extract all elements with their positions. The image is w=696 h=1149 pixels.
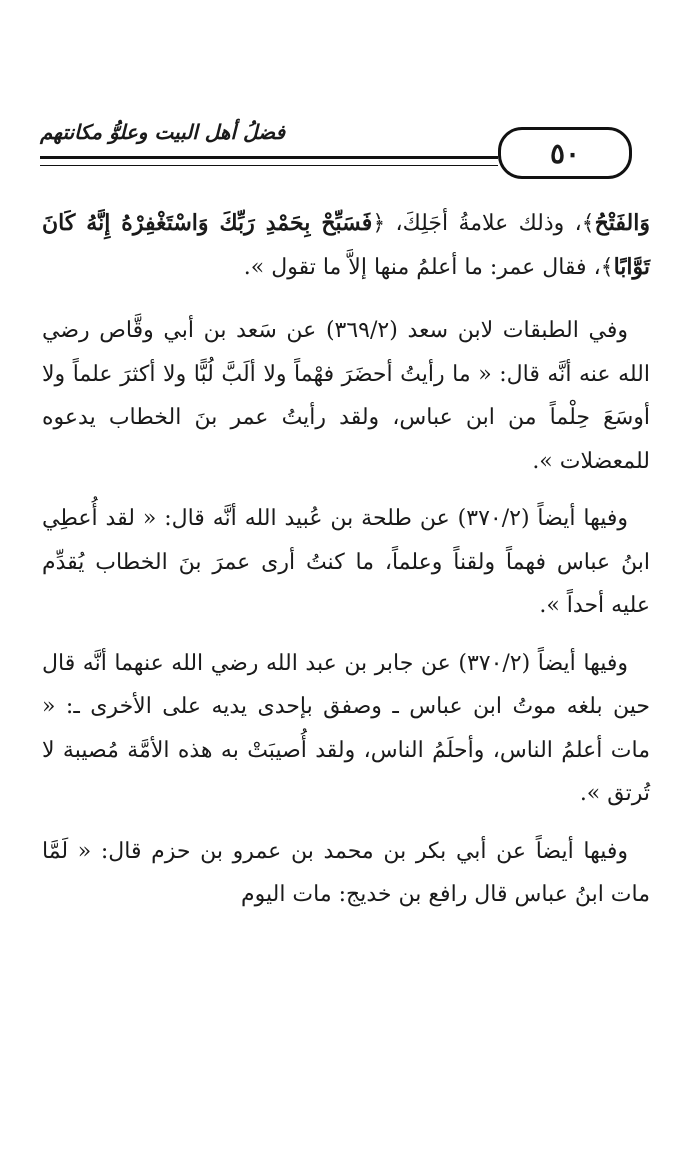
narration-text: ﴾، وذلك علامةُ أجَلِكَ، ﴿ xyxy=(372,211,595,236)
paragraph-2 xyxy=(42,309,650,483)
paragraph-1 xyxy=(42,202,650,289)
running-title: فضلُ أهل البيت وعلوُّ مكانتهم xyxy=(40,120,286,144)
page-number: ٥٠ xyxy=(549,136,581,170)
header-rule-thin xyxy=(40,165,498,166)
header-rule-thick xyxy=(40,156,498,159)
paragraph-3 xyxy=(42,497,650,628)
paragraph-4 xyxy=(42,642,650,816)
quran-verse-fragment: وَالفَتْحُ xyxy=(594,210,650,236)
paragraph-text: وفي الطبقات لابن سعد (٣٦٩/٢) عن سَعد بن أبي وقَّاص رضي الله عنه أنَّه قال: « ما رأيتُ أحضَرَ فهْماً ولا ألَبَّ لُبًّا ولا أكثرَ علماً ولا أوسَعَ حِلْماً من ابن عباس، ولقد رأيتُ عمر بنَ الخطاب يدعوه للمعضلات ». xyxy=(42,318,650,474)
page-number-box xyxy=(498,127,632,179)
paragraph-text: وفيها أيضاً عن أبي بكر بن محمد بن عمرو بن حزم قال: « لَمَّا مات ابنُ عباس قال رافع بن خديج: مات اليوم xyxy=(42,838,650,907)
paragraph-5 xyxy=(42,830,650,917)
quran-verse: فَسَبِّحْ بِحَمْدِ رَبِّكَ وَاسْتَغْفِرْهُ إِنَّهُ كَانَ تَوَّابًا xyxy=(42,210,650,280)
narration-text: ﴾، فقال عمر: ما أعلمُ منها إلاَّ ما تقول ». xyxy=(243,254,614,280)
paragraph-text: وفيها أيضاً (٣٧٠/٢) عن جابر بن عبد الله رضي الله عنهما أنَّه قال حين بلغه موتُ ابن عباس ـ وصفق بإحدى يديه على الأخرى ـ: « مات أعلمُ الناس، وأحلَمُ الناس، ولقد أُصيبَتْ به هذه الأمَّة مُصيبة لا تُرتق ». xyxy=(42,650,650,806)
body-text xyxy=(42,202,650,931)
page-header xyxy=(40,112,652,184)
paragraph-text: وفيها أيضاً (٣٧٠/٢) عن طلحة بن عُبيد الله أنَّه قال: « لقد أُعطِي ابنُ عباس فهماً ولقناً وعلماً، ما كنتُ أرى عمرَ بنَ الخطاب يُقدِّم عليه أحداً ». xyxy=(42,506,650,618)
